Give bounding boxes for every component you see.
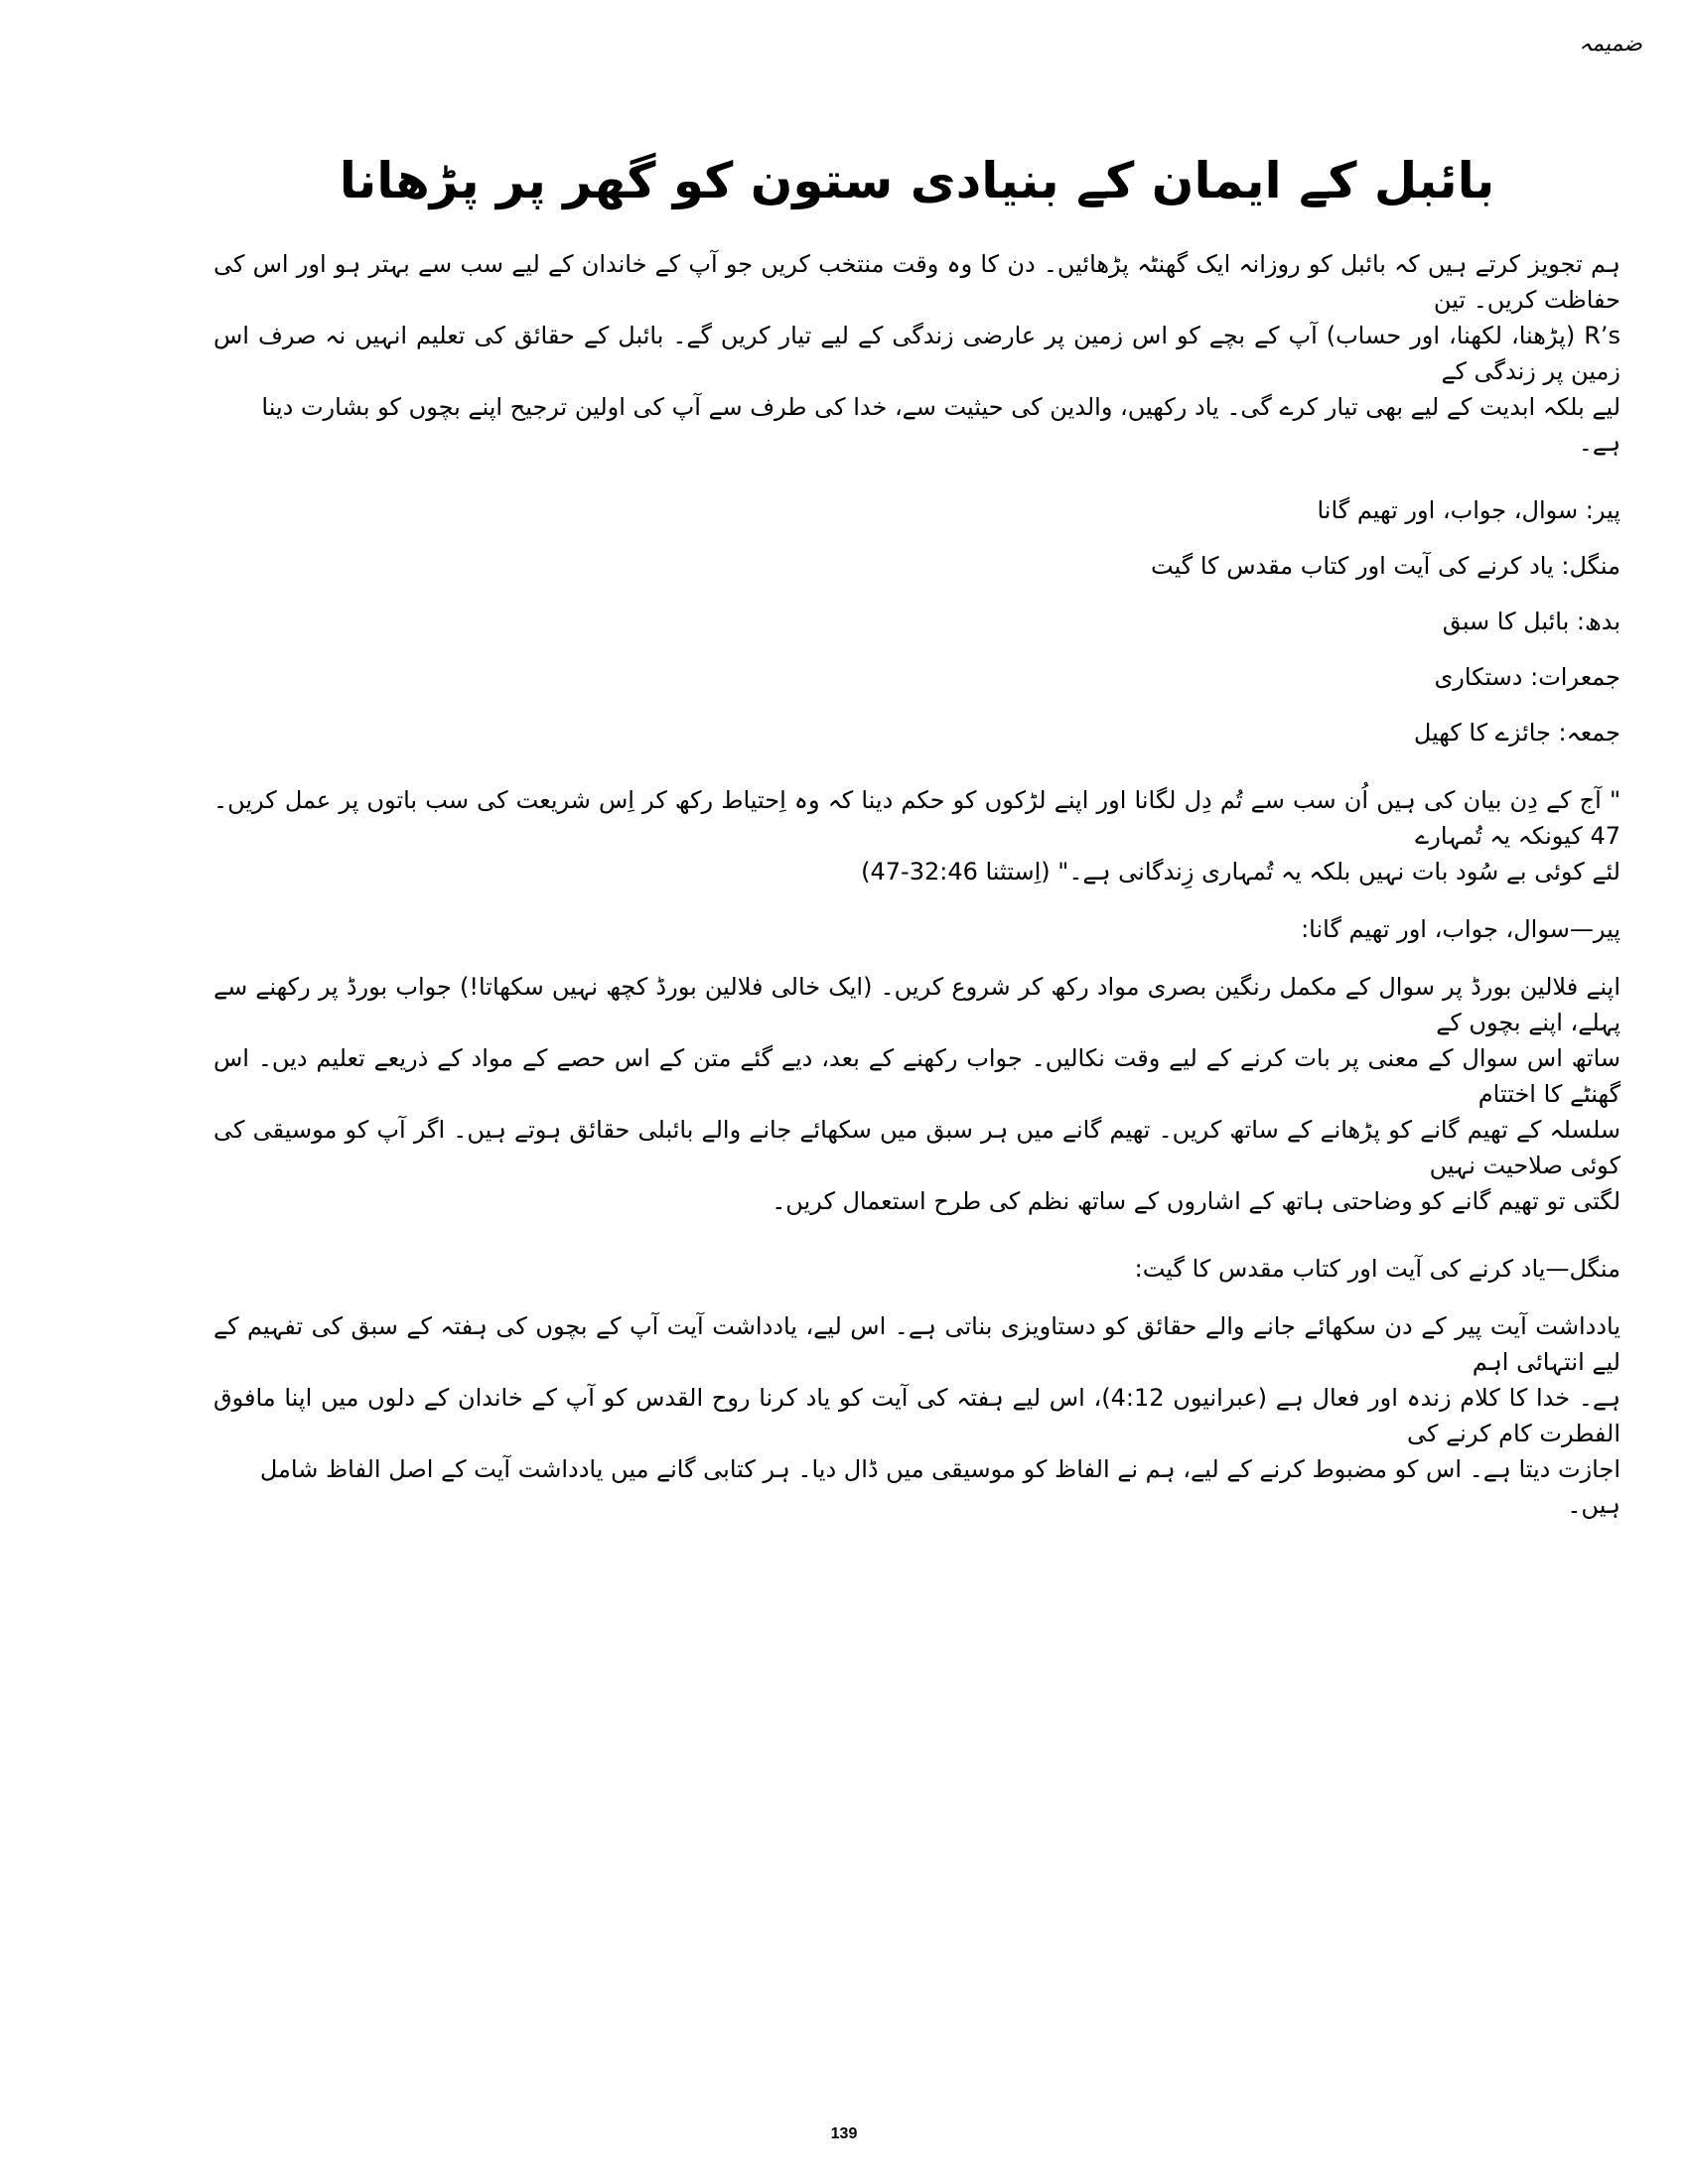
schedule-item-tuesday: منگل: یاد کرنے کی آیت اور کتاب مقدس کا گیت	[1151, 552, 1620, 580]
paragraph-line: اجازت دیتا ہے۔ اس کو مضبوط کرنے کے لیے، ہم نے الفاظ کو موسیقی میں ڈال دیا۔ ہر کتابی گانے میں یادداشت آیت کے اصل الفاظ شامل ہیں۔	[259, 1455, 1620, 1519]
paragraph-line: ہے۔ خدا کا کلام زندہ اور فعال ہے (عبرانیوں 4:12)، اس لیے ہفتہ کی آیت کو یاد کرنا روح القدس کو آپ کے خاندان کے دلوں میں اپنا مافوق الفطرت کام کرنے کی	[213, 1384, 1621, 1447]
intro-line: R’s (پڑھنا، لکھنا، اور حساب) آپ کے بچے کو اس زمین پر عارضی زندگی کے لیے تیار کریں گے۔ بائبل کے حقائق کی تعلیم انہیں نہ صرف اس زمین پر زندگی کے	[213, 322, 1620, 385]
schedule-item-monday: پیر: سوال، جواب، اور تھیم گانا	[1317, 496, 1620, 524]
schedule-item-wednesday: بدھ: بائبل کا سبق	[1442, 608, 1620, 635]
page-number: 139	[830, 2125, 858, 2142]
section-heading-tuesday: منگل—یاد کرنے کی آیت اور کتاب مقدس کا گیت:	[1134, 1255, 1620, 1283]
quote-line: " آج کے دِن بیان کی ہیں اُن سب سے تُم دِل لگانا اور اپنے لڑکوں کو حکم دینا کہ وہ اِحتیاط رکھ کر اِس شریعت کی سب باتوں پر عمل کریں۔ 47 کیونکہ یہ تُمہارے	[213, 786, 1620, 850]
quote-line: لئے کوئی بے سُود بات نہیں بلکہ یہ تُمہاری زِندگانی ہے۔" (اِستثنا 32:46-47)	[861, 858, 1620, 886]
paragraph-line: سلسلہ کے تھیم گانے کو پڑھانے کے ساتھ کریں۔ تھیم گانے میں ہر سبق میں سکھائے جانے والے بائبلی حقائق ہوتے ہیں۔ اگر آپ کو موسیقی کی کوئی صلاحیت نہیں	[213, 1116, 1620, 1179]
paragraph-line: یادداشت آیت پیر کے دن سکھائے جانے والے حقائق کو دستاویزی بناتی ہے۔ اس لیے، یادداشت آیت آپ کے بچوں کی ہفتہ کے سبق کی تفہیم کے لیے انتہائی اہم	[213, 1312, 1620, 1376]
schedule-list	[213, 492, 1620, 751]
monday-paragraph	[213, 969, 1620, 1219]
intro-line: لیے بلکہ ابدیت کے لیے بھی تیار کرے گی۔ یاد رکھیں، والدین کی حیثیت سے، خدا کی طرف سے آپ کی اولین ترجیح اپنے بچوں کو بشارت دینا ہے۔	[261, 393, 1620, 457]
appendix-label: ضمیمہ	[1579, 32, 1642, 57]
page-content	[213, 149, 1620, 1523]
tuesday-paragraph	[213, 1308, 1620, 1523]
paragraph-line: ساتھ اس سوال کے معنی پر بات کرنے کے لیے وقت نکالیں۔ جواب رکھنے کے بعد، دیے گئے متن کے اس حصے کے مواد کے ذریعے تعلیم دیں۔ اس گھنٹے کا اختتام	[213, 1044, 1620, 1108]
intro-paragraph	[213, 246, 1620, 461]
paragraph-line: اپنے فلالین بورڈ پر سوال کے مکمل رنگین بصری مواد رکھ کر شروع کریں۔ (ایک خالی فلالین بورڈ کچھ نہیں سکھاتا!) جواب بورڈ پر رکھنے سے پہلے، اپنے بچوں کے	[213, 973, 1620, 1036]
intro-line: ہم تجویز کرتے ہیں کہ بائبل کو روزانہ ایک گھنٹہ پڑھائیں۔ دن کا وہ وقت منتخب کریں جو آپ کے خاندان کے لیے سب سے بہتر ہو اور اس کی حفاظت کریں۔ تین	[213, 250, 1620, 314]
page-title: بائبل کے ایمان کے بنیادی ستون کو گھر پر پڑھانا	[339, 152, 1495, 209]
quote-block	[213, 782, 1620, 889]
schedule-item-friday: جمعہ: جائزے کا کھیل	[1413, 719, 1620, 747]
paragraph-line: لگتی تو تھیم گانے کو وضاحتی ہاتھ کے اشاروں کے ساتھ نظم کی طرح استعمال کریں۔	[772, 1187, 1620, 1215]
section-heading-monday: پیر—سوال، جواب، اور تھیم گانا:	[1301, 915, 1620, 943]
schedule-item-thursday: جمعرات: دستکاری	[1434, 663, 1620, 691]
